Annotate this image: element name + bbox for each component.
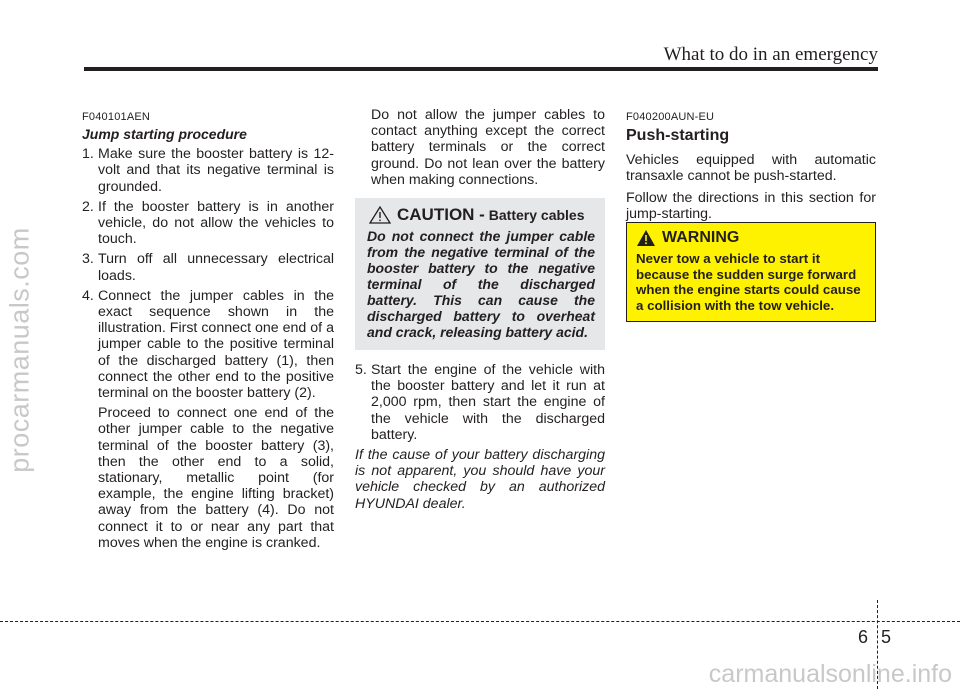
warning-body: Never tow a vehicle to start it because the sudden surge forward when the engine starts could cause a collision with the tow vehicle. <box>636 251 861 313</box>
caution-box <box>355 198 605 350</box>
caution-body: Do not connect the jumper cable from the negative terminal of the booster battery to the negative terminal of the discharged battery. This can cause the discharged battery to overheat and crack, releasing battery acid. <box>367 228 595 341</box>
list-item <box>82 251 334 283</box>
paragraph: Vehicles equipped with automatic transaxle cannot be push-started. <box>626 152 876 185</box>
side-watermark-text: procarmanuals.com <box>4 227 35 473</box>
paragraph: Follow the directions in this section for jump-starting. <box>626 189 876 222</box>
right-column <box>626 107 876 227</box>
step-text: Start the engine of the vehicle with the booster battery and let it run at 2,000 rpm, then start the engine of the vehicle with the discharged battery. <box>371 362 605 443</box>
list-item <box>82 199 334 248</box>
caution-subtitle: Battery cables <box>488 206 585 223</box>
list-item <box>82 146 334 195</box>
section-code: F040200AUN-EU <box>626 111 715 123</box>
warning-header <box>636 229 867 247</box>
section-heading: Push-starting <box>626 127 730 144</box>
left-column <box>82 107 334 555</box>
bottom-watermark: carmanualsonline.info <box>708 660 952 688</box>
step-number: 5. <box>355 362 367 379</box>
warning-triangle-icon <box>636 229 656 247</box>
step-text: Make sure the booster battery is 12-volt and that its negative terminal is grounded. <box>98 146 334 195</box>
step-continuation: Do not allow the jumper cables to contact anything except the correct battery terminals or the correct ground. Do not lean over the battery when making connections. <box>371 107 605 188</box>
caution-triangle-icon <box>369 206 391 224</box>
side-watermark <box>0 90 40 610</box>
list-item <box>355 362 605 443</box>
step-text: Turn off all unnecessary electrical loads. <box>98 251 334 284</box>
subheading: Jump starting procedure <box>82 126 247 142</box>
step-text: If the booster battery is in another vehicle, do not allow the vehicles to touch. <box>98 198 334 248</box>
step-number: 4. <box>82 287 94 304</box>
warning-box <box>626 222 876 322</box>
section-title: What to do in an emergency <box>663 44 878 65</box>
list-item <box>82 288 334 401</box>
step-text: Connect the jumper cables in the exact sequence shown in the illustration. First connect one end of a jumper cable to the positive terminal of the discharged battery (1), then connect the other end to the positive terminal on the booster battery (2). <box>98 287 334 402</box>
step-continuation: Proceed to connect one end of the other jumper cable to the negative terminal of the booster battery (3), then the other end to a solid, stationary, metallic point (for example, the engine lifting bracket) away from the battery (4). Do not connect it to or near any part that moves when the engine is cranked. <box>98 405 334 551</box>
step-number: 2. <box>82 198 94 215</box>
header-rule <box>84 67 878 71</box>
battery-note: If the cause of your battery discharging is not apparent, you should have your vehicle checked by an authorized HYUNDAI dealer. <box>355 447 605 512</box>
step-number: 1. <box>82 146 94 163</box>
caution-header <box>367 206 595 224</box>
caution-title: CAUTION - <box>397 204 485 224</box>
middle-column <box>355 107 605 517</box>
step-number: 3. <box>82 251 94 268</box>
section-code: F040101AEN <box>82 111 151 123</box>
warning-title: WARNING <box>662 229 740 246</box>
chapter-number: 6 <box>858 627 869 647</box>
page-number: 5 <box>881 627 892 647</box>
footer-divider <box>0 621 960 622</box>
